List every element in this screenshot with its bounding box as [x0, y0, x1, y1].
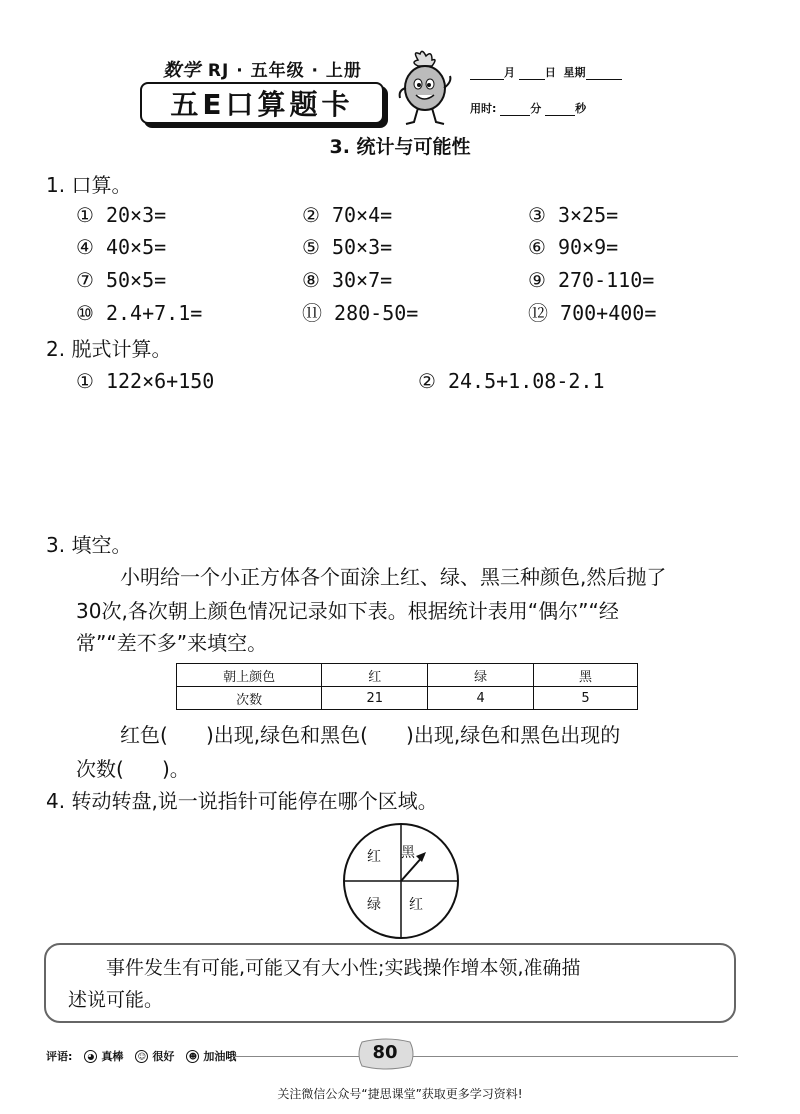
q3-paragraph-line: 小明给一个小正方体各个面涂上红、绿、黑三种颜色,然后抛了 — [120, 565, 667, 589]
table-cell: 绿 — [428, 664, 534, 687]
footer-divider — [232, 1056, 360, 1057]
subject-info — [163, 56, 362, 82]
section-title: 3. 统计与可能性 — [329, 136, 471, 158]
card-title: 五E口算题卡 — [140, 82, 384, 124]
table-row — [177, 687, 638, 710]
time-field: 用时: 分 秒 — [470, 102, 587, 115]
q1-item: ⑪ 280-50= — [302, 301, 419, 325]
table-cell: 4 — [428, 687, 534, 710]
mascot-icon — [392, 50, 456, 130]
spinner-label-top-right: 黑 — [401, 845, 415, 861]
tip-text — [68, 952, 718, 1016]
q1-item: ⑦ 50×5= — [76, 268, 167, 292]
q1-item: ① 20×3= — [76, 203, 167, 227]
good-face-icon: ☺ — [135, 1050, 148, 1063]
spinner-label-bottom-right: 红 — [409, 897, 423, 913]
subject-grade: RJ · 五年级 · 上册 — [207, 61, 362, 81]
table-cell: 黑 — [534, 664, 638, 687]
evaluation-row: 评语: ◕ 真棒 ☺ 很好 ☻ 加油哦 — [46, 1050, 237, 1063]
tip-line: 事件发生有可能,可能又有大小性;实践操作增本领,准确描 — [106, 957, 581, 979]
spinner-label-top-left: 红 — [367, 849, 381, 865]
q3-paragraph-line: 常”“差不多”来填空。 — [76, 631, 268, 655]
q1-item: ⑤ 50×3= — [302, 235, 393, 259]
table-cell: 朝上颜色 — [177, 664, 322, 687]
spinner-wheel — [330, 822, 472, 940]
q1-item: ⑧ 30×7= — [302, 268, 393, 292]
q3-fill-line: 红色( )出现,绿色和黑色( )出现,绿色和黑色出现的 — [120, 723, 621, 747]
q1-item: ④ 40×5= — [76, 235, 167, 259]
table-cell: 5 — [534, 687, 638, 710]
q1-item: ③ 3×25= — [528, 203, 619, 227]
tip-line: 述说可能。 — [68, 989, 164, 1011]
q1-item: ⑨ 270-110= — [528, 268, 655, 292]
footer-divider — [412, 1056, 738, 1057]
table-cell: 红 — [322, 664, 428, 687]
q4-title: 4. 转动转盘,说一说指针可能停在哪个区域。 — [46, 789, 438, 813]
q1-item: ⑫ 700+400= — [528, 301, 657, 325]
q1-item: ⑩ 2.4+7.1= — [76, 301, 203, 325]
q3-paragraph-line: 30次,各次朝上颜色情况记录如下表。根据统计表用“偶尔”“经 — [76, 599, 619, 623]
q2-title: 2. 脱式计算。 — [46, 337, 172, 361]
q2-item: ① 122×6+150 — [76, 369, 215, 393]
table-cell: 次数 — [177, 687, 322, 710]
q1-item: ② 70×4= — [302, 203, 393, 227]
q3-title: 3. 填空。 — [46, 533, 132, 557]
great-face-icon: ◕ — [84, 1050, 97, 1063]
cheer-face-icon: ☻ — [186, 1050, 199, 1063]
q1-title: 1. 口算。 — [46, 173, 132, 197]
table-cell: 21 — [322, 687, 428, 710]
page-number: 80 — [372, 1042, 398, 1063]
q3-fill-line: 次数( )。 — [76, 757, 190, 781]
date-field: 月 日 星期 — [470, 64, 622, 80]
q1-item: ⑥ 90×9= — [528, 235, 619, 259]
table-header-row — [177, 664, 638, 687]
stats-table — [176, 663, 638, 710]
bottom-note: 关注微信公众号“捷思课堂”获取更多学习资料! — [277, 1087, 523, 1101]
q2-item: ② 24.5+1.08-2.1 — [418, 369, 605, 393]
spinner-label-bottom-left: 绿 — [367, 897, 381, 913]
subject-brand: 数学 — [163, 60, 201, 81]
